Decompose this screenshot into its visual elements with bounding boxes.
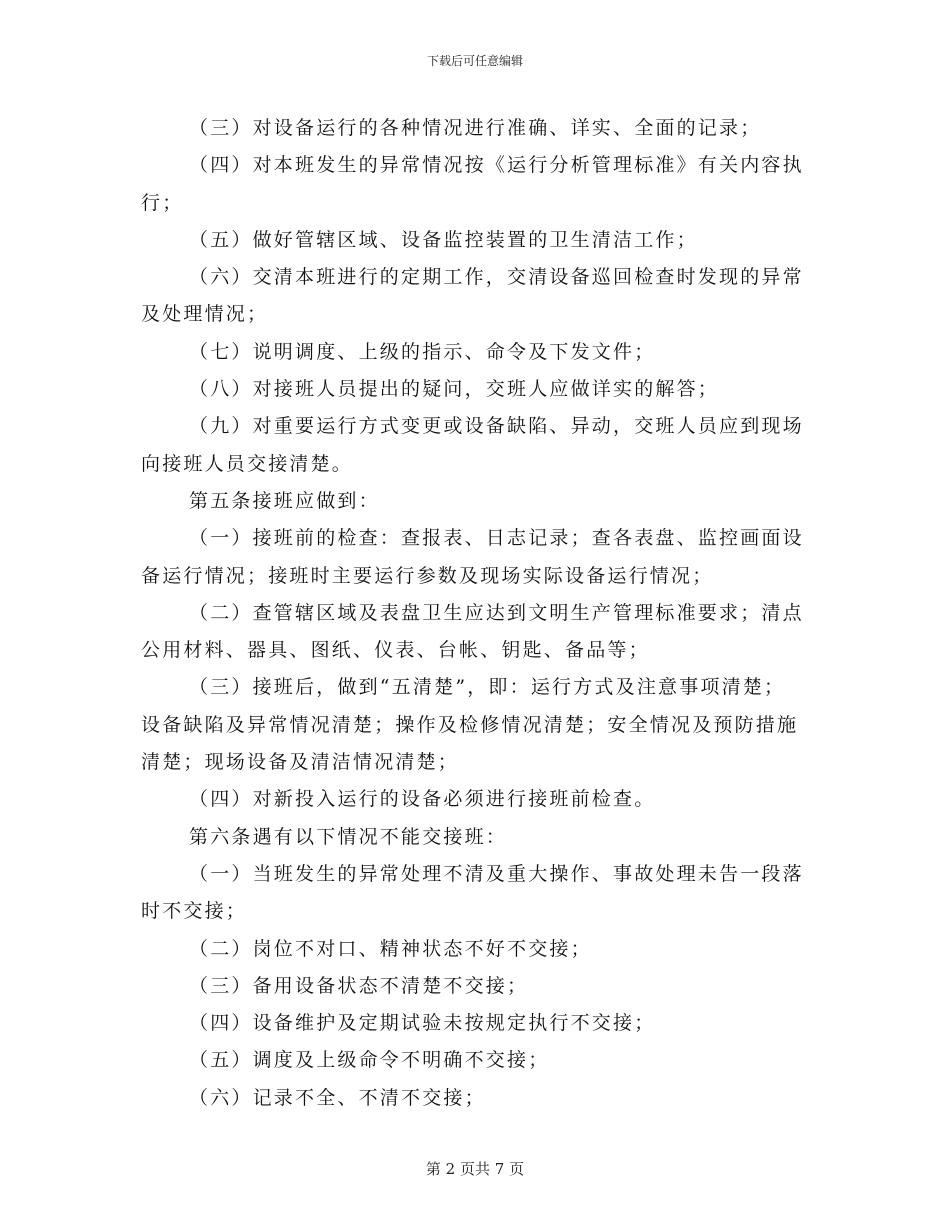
paragraph: （二）查管辖区域及表盘卫生应达到文明生产管理标准要求；清点公用材料、器具、图纸、仪表、台帐、钥匙、备品等；: [141, 601, 804, 662]
page-header: 下载后可任意编辑: [426, 54, 523, 68]
paragraph: （七）说明调度、上级的指示、命令及下发文件；: [189, 340, 656, 363]
paragraph: （三）备用设备状态不清楚不交接；: [189, 974, 529, 997]
paragraph: （八）对接班人员提出的疑问，交班人应做详实的解答；: [189, 378, 720, 401]
paragraph: （四）设备维护及定期试验未按规定执行不交接；: [189, 1012, 656, 1035]
paragraph: （一）接班前的检查：查报表、日志记录；查各表盘、监控画面设备运行情况；接班时主要运行参数及现场实际设备运行情况；: [141, 527, 804, 587]
paragraph: （四）对本班发生的异常情况按《运行分析管理标准》有关内容执行；: [141, 154, 804, 214]
paragraph: （五）做好管辖区域、设备监控装置的卫生清洁工作；: [189, 228, 698, 251]
paragraph: （六）记录不全、不清不交接；: [189, 1086, 486, 1109]
document-body: [141, 110, 806, 1117]
paragraph: （二）岗位不对口、精神状态不好不交接；: [189, 937, 592, 960]
paragraph: （四）对新投入运行的设备必须进行接班前检查。: [189, 788, 656, 811]
paragraph: （六）交清本班进行的定期工作，交清设备巡回检查时发现的异常及处理情况；: [141, 266, 804, 326]
paragraph: （一）当班发生的异常处理不清及重大操作、事故处理未告一段落时不交接；: [141, 862, 804, 923]
paragraph: （九）对重要运行方式变更或设备缺陷、异动，交班人员应到现场向接班人员交接清楚。: [141, 415, 804, 475]
paragraph: （三）对设备运行的各种情况进行准确、详实、全面的记录；: [189, 117, 762, 139]
page-footer: 第 2 页共 7 页: [425, 1160, 525, 1178]
paragraph: （五）调度及上级命令不明确不交接；: [189, 1049, 550, 1072]
paragraph: （三）接班后，做到“五清楚”，即：运行方式及注意事项清楚；设备缺陷及异常情况清楚；操作及检修情况清楚；安全情况及预防措施清楚；现场设备及清洁情况清楚；: [141, 676, 799, 774]
section-heading: 第五条接班应做到：: [189, 489, 380, 512]
section-heading: 第六条遇有以下情况不能交接班：: [189, 825, 508, 848]
